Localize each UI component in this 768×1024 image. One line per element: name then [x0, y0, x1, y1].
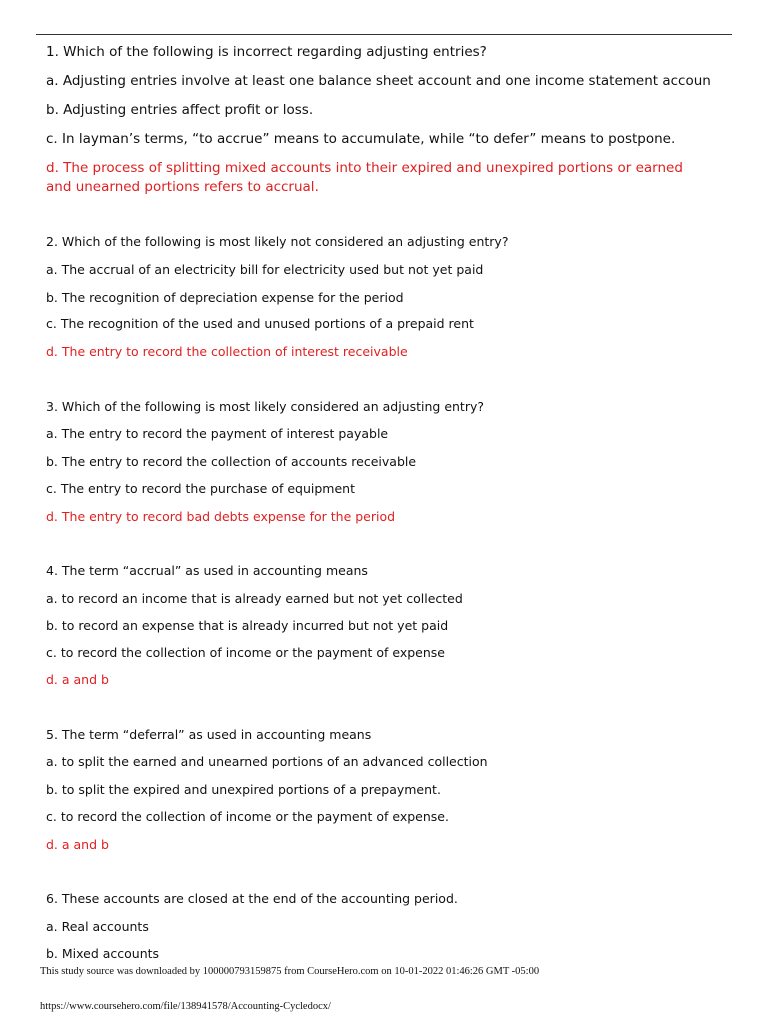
question-1-option-a: a. Adjusting entries involve at least one balance sheet account and one income statement accoun	[46, 73, 711, 89]
question-3-option-d-answer: d. The entry to record bad debts expense for the period	[46, 509, 396, 524]
question-3-prompt: 3. Which of the following is most likely considered an adjusting entry?	[46, 399, 485, 414]
question-1-option-d-answer: d. The process of splitting mixed accounts into their expired and unexpired portions or earned and unearned portions refers to accrual.	[46, 160, 683, 195]
question-3-option-a: a. The entry to record the payment of interest payable	[46, 426, 389, 441]
question-4-option-a: a. to record an income that is already earned but not yet collected	[46, 591, 463, 606]
question-5-option-c: c. to record the collection of income or the payment of expense.	[46, 809, 449, 824]
question-2-option-d-answer: d. The entry to record the collection of interest receivable	[46, 344, 408, 359]
question-1-option-c: c. In layman’s terms, “to accrue” means to accumulate, while “to defer” means to postpone.	[46, 131, 676, 147]
question-5-option-d-answer: d. a and b	[46, 837, 109, 852]
question-4-prompt: 4. The term “accrual” as used in accounting means	[46, 563, 368, 578]
question-5-option-a: a. to split the earned and unearned portions of an advanced collection	[46, 754, 488, 769]
question-6-prompt: 6. These accounts are closed at the end of the accounting period.	[46, 891, 458, 906]
top-rule	[36, 34, 732, 35]
question-6-option-b: b. Mixed accounts	[46, 946, 160, 961]
question-4-option-d-answer: d. a and b	[46, 672, 109, 687]
question-1-prompt: 1. Which of the following is incorrect regarding adjusting entries?	[46, 44, 487, 60]
question-4-option-c: c. to record the collection of income or the payment of expense	[46, 645, 445, 660]
question-3-option-b: b. The entry to record the collection of accounts receivable	[46, 454, 417, 469]
question-4-option-b: b. to record an expense that is already incurred but not yet paid	[46, 618, 449, 633]
question-2-option-a: a. The accrual of an electricity bill for electricity used but not yet paid	[46, 262, 484, 277]
question-2-prompt: 2. Which of the following is most likely not considered an adjusting entry?	[46, 234, 509, 249]
question-1-option-b: b. Adjusting entries affect profit or loss.	[46, 102, 314, 118]
source-url-link[interactable]: https://www.coursehero.com/file/138941578/Accounting-Cycledocx/	[40, 1001, 331, 1012]
question-5-prompt: 5. The term “deferral” as used in accounting means	[46, 727, 372, 742]
question-2-option-b: b. The recognition of depreciation expense for the period	[46, 290, 404, 305]
question-3-option-c: c. The entry to record the purchase of equipment	[46, 481, 355, 496]
download-source-note: This study source was downloaded by 100000793159875 from CourseHero.com on 10-01-2022 01:46:26 GMT -05:00	[40, 966, 540, 977]
question-5-option-b: b. to split the expired and unexpired portions of a prepayment.	[46, 782, 441, 797]
question-6-option-a: a. Real accounts	[46, 919, 149, 934]
question-2-option-c: c. The recognition of the used and unused portions of a prepaid rent	[46, 316, 474, 331]
